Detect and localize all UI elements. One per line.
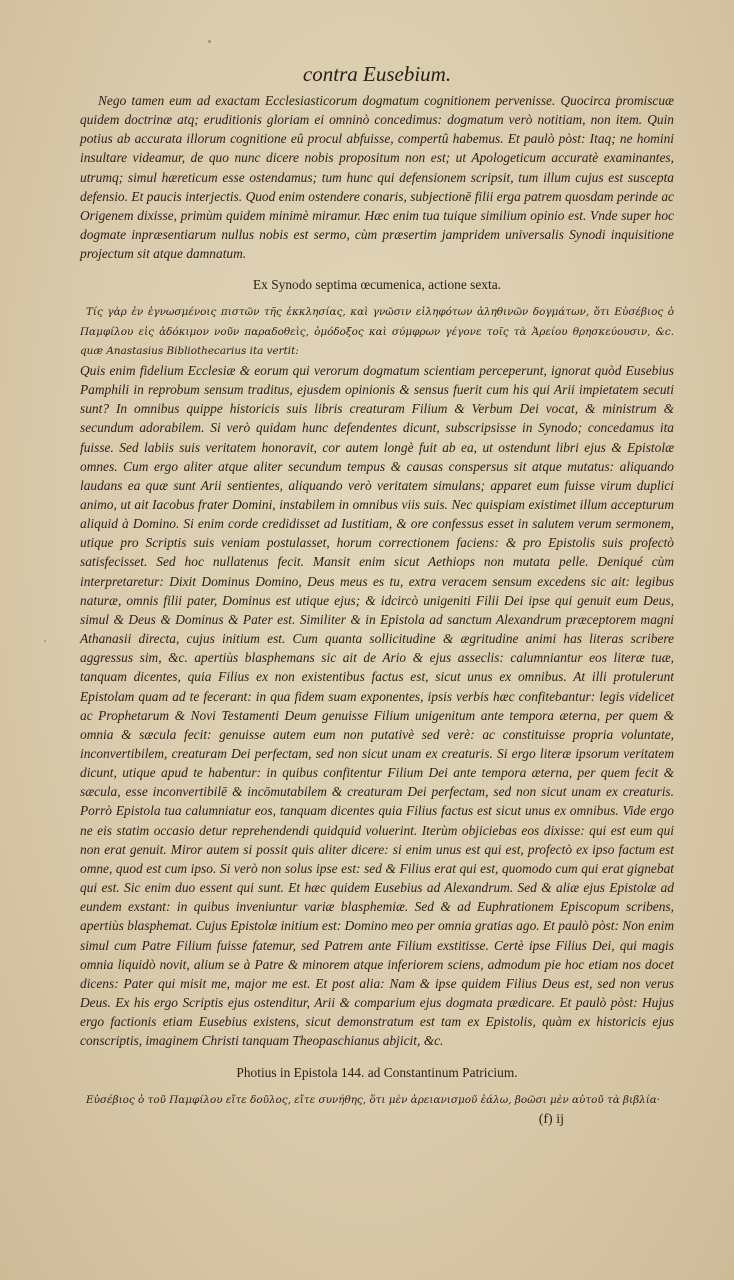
- ink-speck: [44, 640, 46, 642]
- section-heading-synod: Ex Synodo septima œcumenica, actione sexta.: [252, 277, 502, 293]
- running-head: contra Eusebium.: [302, 62, 452, 86]
- signature-mark: (f) ij: [538, 1111, 564, 1127]
- greek-quotation-photius: Εὐσέβιος ὁ τοῦ Παμφίλου εἴτε δοῦλος, εἴτε συνήθης, ὅτι μὲν ἀρειανισμοῦ ἑάλω, βοῶσι μὲν αὐτοῦ τὰ βιβλία·: [86, 1093, 661, 1106]
- ink-speck: [208, 40, 211, 43]
- page-content: [80, 62, 674, 1128]
- section-heading-photius: Photius in Epistola 144. ad Constantinum Patricium.: [236, 1064, 518, 1080]
- greek-quotation-synod: Τίς γὰρ ἐν ἐγνωσμένοις πιστῶν τῆς ἐκκλησίας, καὶ γνῶσιν εἰληφότων ἀληθινῶν δογμάτων, ὅτι Εὐσέβιος ὁ Παμφίλου εἰς ἀδόκιμον νοῦν παραδοθεὶς, ὁμόδοξος καὶ σύμφρων γέγονε τοῖς τὰ Ἀρείου θρησκεύουσιν, &c. quæ Anastasius Bibliothecarius ita vertit:: [80, 306, 674, 357]
- paragraph-latin-translation: Quis enim fidelium Ecclesiæ & eorum qui verorum dogmatum scientiam perceperunt, ignorat quòd Eusebius Pamphili in reprobum sensum traditus, ejusdem opinionis & sensus fuerit cum his qui Arii impietatem secuti sunt? In omnibus quippe historicis suis libris creaturam Filium & Verbum Dei vocat, & ministrum & secundum adorabilem. Si verò quidam hunc defendentes dicunt, subscripsisse in Synodo; concedamus ita fuisse. Sed labiis suis veritatem honoravit, cor autem longè fuit ab ea, ut ostendunt libri ejus & Epistolæ omnes. Cum ergo aliter atque aliter secundum tempus & causas conspersus sit atque mutatus: aliquando laudans ea quæ sunt Arii sentientes, aliquando verò veritatem simulans; apparet eum fuisse virum duplici animo, ut ait Iacobus frater Domini, instabilem in omnibus viis suis. Nec quispiam existimet illum accepturum aliquid à Domino. Si enim corde credidisset ad Iustitiam, & ore confessus esset in salutem verum sermonem, utique pro Scriptis suis veniam postulasset, horum correctionem faciens: & pro Epistolis suis profectò satisfecisset. Sed hoc nullatenus fecit. Mansit enim sicut Aethiops non mutata pelle. Deniqué cùm interpretaretur: Dixit Dominus Domino, Deus meus es tu, extra veracem sensum excedens sic ait: legibus naturæ, omnis filii pater, Dominus est utique ejus; & idcircò unigeniti Filii Dei ipse qui genuit eum Deus, simul & Deus & Dominus & Pater est. Similiter & in Epistola ad sanctum Alexandrum præceptorem magni Athanasii directa, cujus initium est. Cum quanta sollicitudine & ægritudine animi has literas scribere aggressus sim, &c. apertiùs blasphemans sic ait de Ario & ejus asseclis: calumniantur eos literæ tuæ, tanquam dicentes, quia Filius ex non existentibus factus est, sicut unus ex omnibus. At illi protulerunt Epistolam quam ad te fecerant: in qua fidem suam exponentes, ipsis verbis hæc confitebantur: legis videlicet ac Prophetarum & Novi Testamenti Deum genuisse Filium unigenitum ante tempora æterna, per quem & omnia & sæcula fecit: genuisse autem eum non putativè sed verè: ac constituisse propria voluntate, inconvertibilem, creaturam Dei perfectam, sed non sicut unam ex creaturis. Si ergo literæ ipsorum veritatem dicunt, utique apud te habentur: in quibus confitentur Filium Dei ante tempora æterna, per quem fecit & sæcula, esse inconvertibilē & incōmutabilem & creaturam Dei perfectam, sed non sicut unam ex creaturis. Porrò Epistola tua calumniatur eos, tanquam dicentes quia Filius factus est sicut unus ex omnibus. Vide ergo ne eis statim occasio detur reprehendendi quidquid voluerint. Iterùm objiciebas eos dixisse: qui est eum qui non erat genuit. Miror autem si possit quis aliter dicere: si enim unus est qui est, profectò ex ipso factum est omne, quod est cum ipso. Si verò non solus ipse est: sed & Filius erat qui est, quomodo cum qui erat gignebat qui est. Sic enim duo essent qui sunt. Et hæc quidem Eusebius ad Alexandrum. Sed & aliæ ejus Epistolæ ad eundem exstant: in quibus inveniuntur variæ blasphemiæ. Sed & ad Euphrationem Episcopum scribens, apertiùs blasphemat. Cujus Epistolæ initium est: Domino meo per omnia gratias ago. Et paulò pòst: Non enim simul cum Patre Filium fuisse fatemur, sed Patrem ante Filium exstitisse. Certè ipse Filius Dei, qui magis omnia liquidò novit, alium se à Patre & minorem atque inferiorem sciens, admodum pie hoc etiam nos docet dicens: Pater qui misit me, major me est. Et post alia: Nam & ipse quidem Filius Deus est, sed non verus Deus. Ex his ergo Scriptis ejus ostenditur, Arii & comparium ejus dogmata prædicare. Et paulò pòst: Hujus ergo factionis etiam Eusebius existens, sicut demonstratum est tam ex Epistolis, quàm ex historicis ejus conscriptis, imaginem Christi tanquam Theopaschianus abjicit, &c.: [80, 362, 674, 1049]
- paragraph-nego-tamen: Nego tamen eum ad exactam Ecclesiasticorum dogmatum cognitionem pervenisse. Quocirca promiscuæ quidem doctrinæ atq; eruditionis gloriam ei omninò concedimus: dogmatum verò notitiam, non item. Quin potius ab accurata illorum cognitione eû procul abfuisse, compertû habemus. Et paulò pòst: Itaq; ne homini insultare videamur, de quo nunc dicere nobis propositum non est; ut Apologeticum accuratè examinantes, utrumq; simul hæreticum esse ostendamus; tum hunc qui defensionem scripsit, tum illum cujus est suscepta defensio. Et paucis interjectis. Quod enim ostendere conaris, subjectionē filii erga patrem quosdam perinde ac Origenem dixisse, primùm quidem minimè miramur. Hæc enim tua tuique similium opinio est. Vnde super hoc dogmate inpræsentiarum nullus nobis est sermo, cùm præsertim jampridem universalis Synodi inquisitione projectum sit atque damnatum.: [80, 93, 674, 262]
